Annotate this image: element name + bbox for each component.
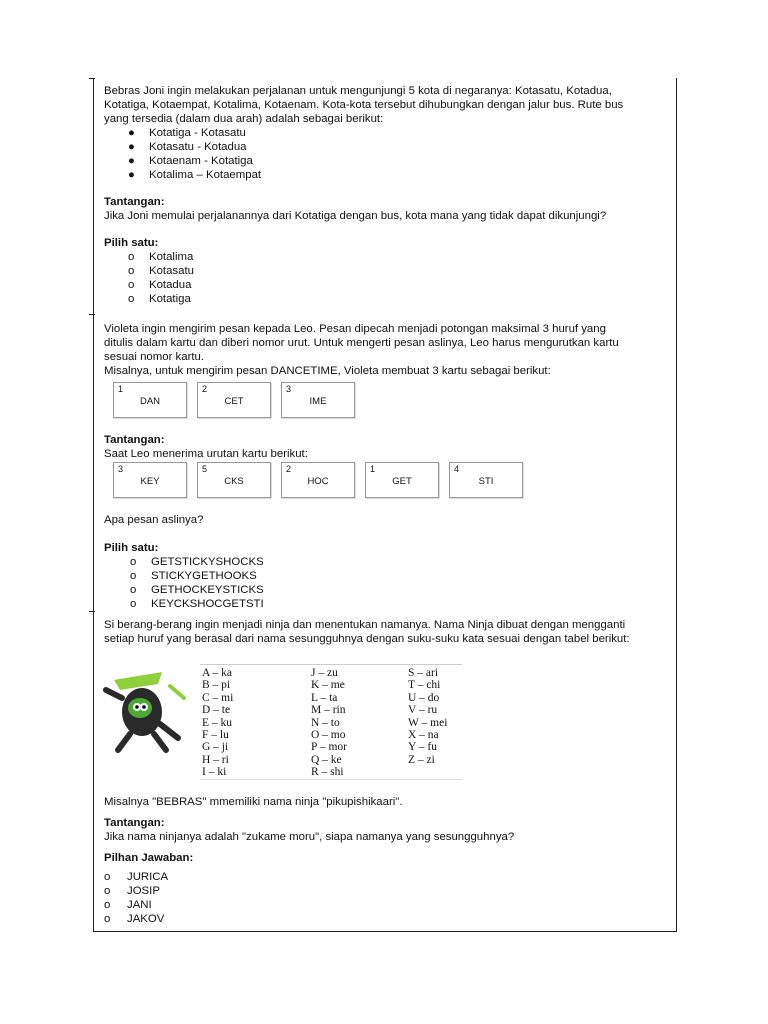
challenge-text: Jika nama ninjanya adalah "zukame moru", siapa namanya yang sesungguhnya? — [104, 831, 515, 843]
question-2-options — [104, 513, 675, 611]
table-cell: Z – zi — [408, 753, 435, 766]
challenge-heading: Tantangan: — [104, 196, 165, 208]
intro-line: Si berang-berang ingin menjadi ninja dan menentukan namanya. Nama Ninja dibuat dengan mengganti — [104, 619, 626, 631]
table-cell: A – ka — [202, 667, 233, 679]
choose-heading: Pilih satu: — [104, 237, 159, 249]
table-cell: F – lu — [202, 729, 229, 742]
option-item[interactable]: o Kotadua — [128, 279, 192, 291]
bullet-icon: ● — [128, 169, 135, 181]
table-cell: I – ki — [202, 766, 227, 779]
challenge-text: Saat Leo menerima urutan kartu berikut: — [104, 448, 308, 460]
table-cell: M – rin — [311, 704, 346, 717]
table-cell: T – chi — [408, 679, 441, 692]
intro-line: Misalnya, untuk mengirim pesan DANCETIME, Violeta membuat 3 kartu sebagai berikut: — [104, 365, 551, 377]
bullet-icon: ● — [128, 155, 135, 167]
radio-circle-icon: o — [130, 556, 137, 568]
received-card: 5 CKS — [197, 462, 271, 498]
option-item[interactable]: o Kotasatu — [128, 265, 194, 277]
example-text: Misalnya "BEBRAS" mmemiliki nama ninja "pikupishikaari". — [104, 796, 403, 808]
option-item[interactable]: o KEYCKSHOCGETSTI — [130, 598, 264, 610]
table-cell: N – to — [311, 716, 340, 729]
intro-line: setiap huruf yang berasal dari nama sesungguhnya dengan suku-suku kata sesuai dengan tabel berikut: — [104, 633, 630, 645]
radio-circle-icon: o — [128, 251, 135, 263]
option-item[interactable]: o STICKYGETHOOKS — [130, 570, 257, 582]
radio-circle-icon: o — [128, 293, 135, 305]
radio-circle-icon: o — [104, 913, 111, 925]
option-item[interactable]: o JANI — [104, 899, 152, 911]
table-cell: R – shi — [311, 766, 344, 779]
headband-tail — [114, 672, 162, 690]
radio-circle-icon: o — [128, 279, 135, 291]
intro-line: Kotatiga, Kotaempat, Kotalima, Kotaenam. Kota-kota tersebut dihubungkan dengan jalur bus. Rute bus — [104, 99, 624, 111]
table-cell: S – ari — [408, 667, 439, 679]
table-cell: C – mi — [202, 691, 234, 704]
table-cell: V – ru — [408, 704, 438, 717]
question-text: Apa pesan aslinya? — [104, 514, 204, 526]
table-cell: Y – fu — [408, 741, 437, 754]
received-card: 2 HOC — [281, 462, 355, 498]
radio-circle-icon: o — [104, 871, 111, 883]
table-cell: P – mor — [311, 741, 347, 754]
option-item[interactable]: o JAKOV — [104, 913, 165, 925]
table-cell: K – me — [311, 679, 345, 692]
received-card: 3 KEY — [113, 462, 187, 498]
bullet-icon: ● — [128, 127, 135, 139]
ninja-beaver-illustration — [100, 668, 188, 754]
intro-line: Violeta ingin mengirim pesan kepada Leo. Pesan dipecah menjadi potongan maksimal 3 huruf yang — [104, 323, 606, 335]
table-cell: U – do — [408, 691, 440, 704]
challenge-heading: Tantangan: — [104, 817, 165, 829]
bullet-icon: ● — [128, 141, 135, 153]
option-item[interactable]: o GETSTICKYSHOCKS — [130, 556, 264, 568]
route-item: ● Kotaenam - Kotatiga — [128, 155, 253, 167]
frame-tick — [89, 78, 95, 79]
option-item[interactable]: o Kotatiga — [128, 293, 191, 305]
answers-heading: Pilhan Jawaban: — [104, 852, 194, 864]
intro-line: sesuai nomor kartu. — [104, 351, 205, 363]
route-item: ● Kotasatu - Kotadua — [128, 141, 247, 153]
table-cell: B – pi — [202, 679, 231, 692]
table-cell: J – zu — [311, 667, 338, 679]
radio-circle-icon: o — [130, 584, 137, 596]
table-cell: G – ji — [202, 741, 229, 754]
route-item: ● Kotatiga - Kotasatu — [128, 127, 246, 139]
question-3-body — [104, 795, 675, 865]
intro-line: ditulis dalam kartu dan diberi nomor urut. Untuk mengerti pesan aslinya, Leo harus mengurutkan kartu — [104, 337, 619, 349]
frame-tick — [89, 314, 95, 315]
example-card: 1 DAN — [113, 382, 187, 418]
challenge-text: Jika Joni memulai perjalanannya dari Kotatiga dengan bus, kota mana yang tidak dapat dikunjungi? — [104, 210, 607, 222]
choose-heading: Pilih satu: — [104, 542, 159, 554]
option-item[interactable]: o JOSIP — [104, 885, 160, 897]
table-cell: X – na — [408, 729, 439, 742]
example-card: 3 IME — [281, 382, 355, 418]
table-cell: L – ta — [311, 691, 338, 704]
table-column — [408, 667, 447, 766]
question-2-challenge — [104, 433, 675, 461]
radio-circle-icon: o — [104, 899, 111, 911]
table-cell: W – mei — [408, 716, 448, 729]
frame-tick — [89, 611, 95, 612]
question-3 — [104, 618, 675, 646]
radio-circle-icon: o — [130, 570, 137, 582]
radio-circle-icon: o — [104, 885, 111, 897]
table-cell: Q – ke — [311, 753, 342, 766]
question-3-options — [104, 870, 675, 926]
option-item[interactable]: o Kotalima — [128, 251, 194, 263]
question-1 — [104, 84, 675, 306]
table-column — [311, 667, 347, 779]
syllable-table — [200, 664, 462, 780]
question-2 — [104, 322, 675, 378]
table-cell: E – ku — [202, 716, 233, 729]
table-cell: H – ri — [202, 753, 229, 766]
option-item[interactable]: o GETHOCKEYSTICKS — [130, 584, 264, 596]
radio-circle-icon: o — [130, 598, 137, 610]
radio-circle-icon: o — [128, 265, 135, 277]
received-card: 1 GET — [365, 462, 439, 498]
example-card: 2 CET — [197, 382, 271, 418]
table-cell: O – mo — [311, 729, 346, 742]
table-column — [202, 667, 233, 779]
route-item: ● Kotalima – Kotaempat — [128, 169, 262, 181]
intro-line: yang tersedia (dalam dua arah) adalah sebagai berikut: — [104, 113, 384, 125]
challenge-heading: Tantangan: — [104, 434, 165, 446]
intro-line: Bebras Joni ingin melakukan perjalanan untuk mengunjungi 5 kota di negaranya: Kotasatu, Kotadua, — [104, 85, 612, 97]
received-card: 4 STI — [449, 462, 523, 498]
option-item[interactable]: o JURICA — [104, 871, 169, 883]
table-cell: D – te — [202, 704, 231, 717]
